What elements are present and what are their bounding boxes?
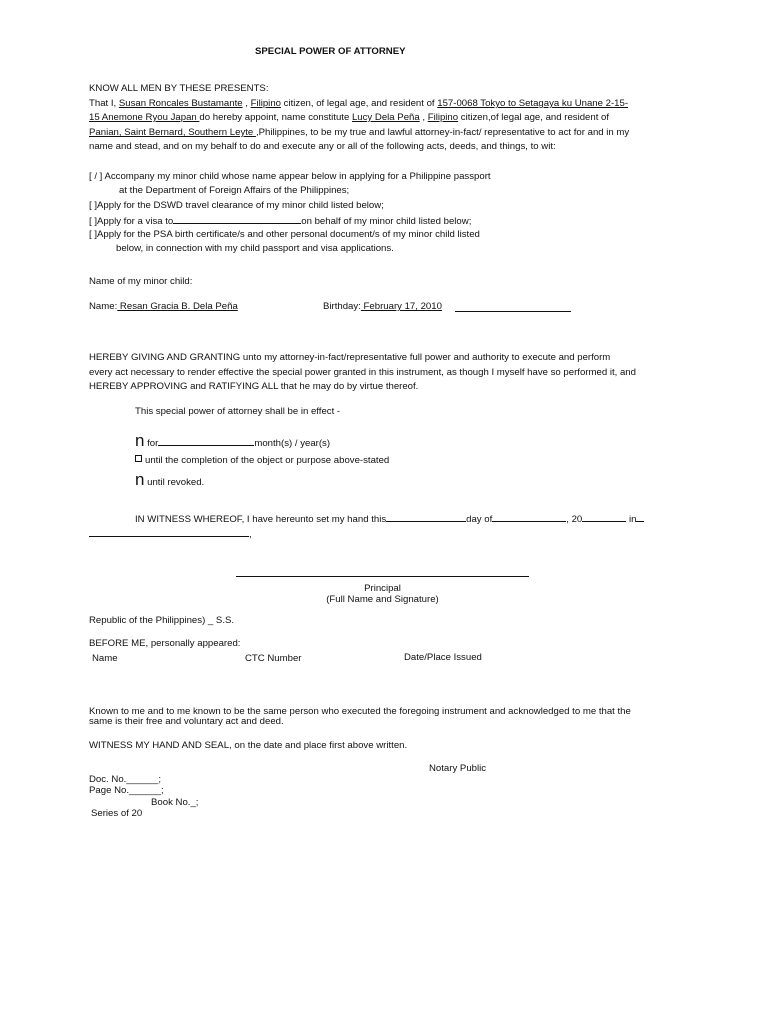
intro-text: citizen, of legal age, and resident of [281, 98, 438, 109]
notary-public-label: Notary Public [429, 763, 487, 774]
act-text: on behalf of my minor child listed below; [301, 216, 472, 227]
month-blank[interactable] [492, 512, 566, 522]
before-me-line: BEFORE ME, personally appeared: [89, 638, 241, 649]
child-name-label: Name: [89, 301, 118, 312]
effect-text: until revoked. [147, 477, 205, 488]
attorney-citizenship-field[interactable]: Filipino [427, 112, 459, 123]
child-name-field[interactable]: Resan Gracia B. Dela Peña [117, 301, 238, 312]
column-name: Name [92, 653, 118, 664]
birthday-underline [455, 311, 571, 312]
signature-line[interactable] [236, 576, 529, 577]
granting-line-1: HEREBY GIVING AND GRANTING unto my attorney-in-fact/representative full power and authority to execute and perform [89, 352, 611, 363]
document-title: SPECIAL POWER OF ATTORNEY [255, 46, 406, 57]
intro-text: citizen,of legal age, and resident of [458, 112, 610, 123]
attorney-address-field[interactable]: Panian, Saint Bernard, Southern Leyte [89, 127, 256, 138]
principal-address-field[interactable]: 157-0068 Tokyo to Setagaya ku Unane 2-15- [437, 98, 629, 109]
know-all-heading: KNOW ALL MEN BY THESE PRESENTS: [89, 83, 269, 94]
book-no-field[interactable]: Book No._; [151, 797, 199, 808]
child-name-row [89, 301, 238, 313]
bullet-icon: n [135, 470, 145, 489]
act-item-dswd[interactable]: [ ]Apply for the DSWD travel clearance of my minor child listed below; [89, 200, 384, 211]
act-item-passport[interactable]: [ / ] Accompany my minor child whose name appear below in applying for a Philippine passport [89, 171, 491, 182]
witness-text: day of [466, 514, 493, 525]
day-blank[interactable] [386, 512, 466, 522]
intro-line-2 [89, 112, 609, 124]
intro-text: , [419, 112, 428, 123]
act-item-psa[interactable]: [ ]Apply for the PSA birth certificate/s and other personal document/s of my minor child listed [89, 229, 480, 240]
signature-sublabel: (Full Name and Signature) [326, 594, 439, 605]
principal-name-field[interactable]: Susan Roncales Bustamante [118, 98, 243, 109]
visa-country-blank[interactable] [173, 214, 301, 224]
witness-text: , 20 [566, 514, 583, 525]
intro-text: do hereby appoint, name constitute [199, 112, 352, 123]
effect-option-completion[interactable] [135, 455, 389, 467]
effect-option-duration[interactable] [135, 432, 330, 450]
principal-citizenship-field[interactable]: Filipino [250, 98, 281, 109]
witness-place-line [89, 527, 252, 541]
attorney-name-field[interactable]: Lucy Dela Peña [351, 112, 420, 123]
column-date-place: Date/Place Issued [404, 652, 482, 663]
effect-text: until the completion of the object or purpose above-stated [145, 455, 390, 466]
effect-option-revoked[interactable] [135, 471, 204, 489]
act-item-psa-cont: below, in connection with my child passport and visa applications. [116, 243, 394, 254]
child-heading: Name of my minor child: [89, 276, 193, 287]
intro-line-3 [89, 127, 629, 139]
page-no-field[interactable]: Page No.______; [89, 785, 164, 796]
witness-text: IN WITNESS WHEREOF, I have hereunto set my hand this [135, 514, 387, 525]
principal-address-field-cont[interactable]: 15 Anemone Ryou Japan [89, 112, 200, 123]
witness-hand-line: WITNESS MY HAND AND SEAL, on the date and place first above written. [89, 740, 408, 751]
child-birthday-field[interactable]: February 17, 2010 [360, 301, 442, 312]
effect-intro: This special power of attorney shall be in effect - [135, 406, 341, 417]
year-blank[interactable] [582, 512, 626, 522]
doc-no-field[interactable]: Doc. No.______; [89, 774, 161, 785]
intro-line-4: name and stead, and on my behalf to do and execute any or all of the following acts, deeds, and things, to wit: [89, 141, 556, 152]
witness-text: , [249, 529, 252, 540]
granting-line-3: HEREBY APPROVING and RATIFYING ALL that he may do by virtue thereof. [89, 381, 419, 392]
effect-text: for [147, 438, 159, 449]
witness-text: in [626, 514, 637, 525]
known-line-1: Known to me and to me known to be the same person who executed the foregoing instrument and acknowledged to me that the [89, 706, 631, 717]
signature-label: Principal [364, 583, 401, 594]
act-item-visa[interactable] [89, 214, 471, 228]
intro-line-1 [89, 98, 628, 110]
bullet-icon: n [135, 431, 145, 450]
effect-text: month(s) / year(s) [254, 438, 331, 449]
known-line-2: same is their free and voluntary act and deed. [89, 716, 284, 727]
witness-line [135, 512, 644, 526]
place-blank[interactable] [636, 512, 644, 522]
act-text: [ ]Apply for a visa to [89, 216, 174, 227]
republic-line: Republic of the Philippines) _ S.S. [89, 615, 235, 626]
column-ctc: CTC Number [245, 653, 302, 664]
granting-line-2: every act necessary to render effective the special power granted in this instrument, as though I myself have so performed it, and [89, 367, 636, 378]
intro-text: , [242, 98, 251, 109]
child-birthday-row [323, 301, 442, 313]
act-item-passport-cont: at the Department of Foreign Affairs of the Philippines; [119, 185, 350, 196]
duration-blank[interactable] [158, 436, 254, 446]
intro-text: That I, [89, 98, 119, 109]
series-field[interactable]: Series of 20 [91, 808, 143, 819]
checkbox-icon[interactable] [135, 455, 142, 462]
place-blank-cont[interactable] [89, 527, 249, 537]
intro-text: ,Philippines, to be my true and lawful attorney-in-fact/ representative to act for and in my [255, 127, 630, 138]
child-birthday-label: Birthday: [323, 301, 361, 312]
